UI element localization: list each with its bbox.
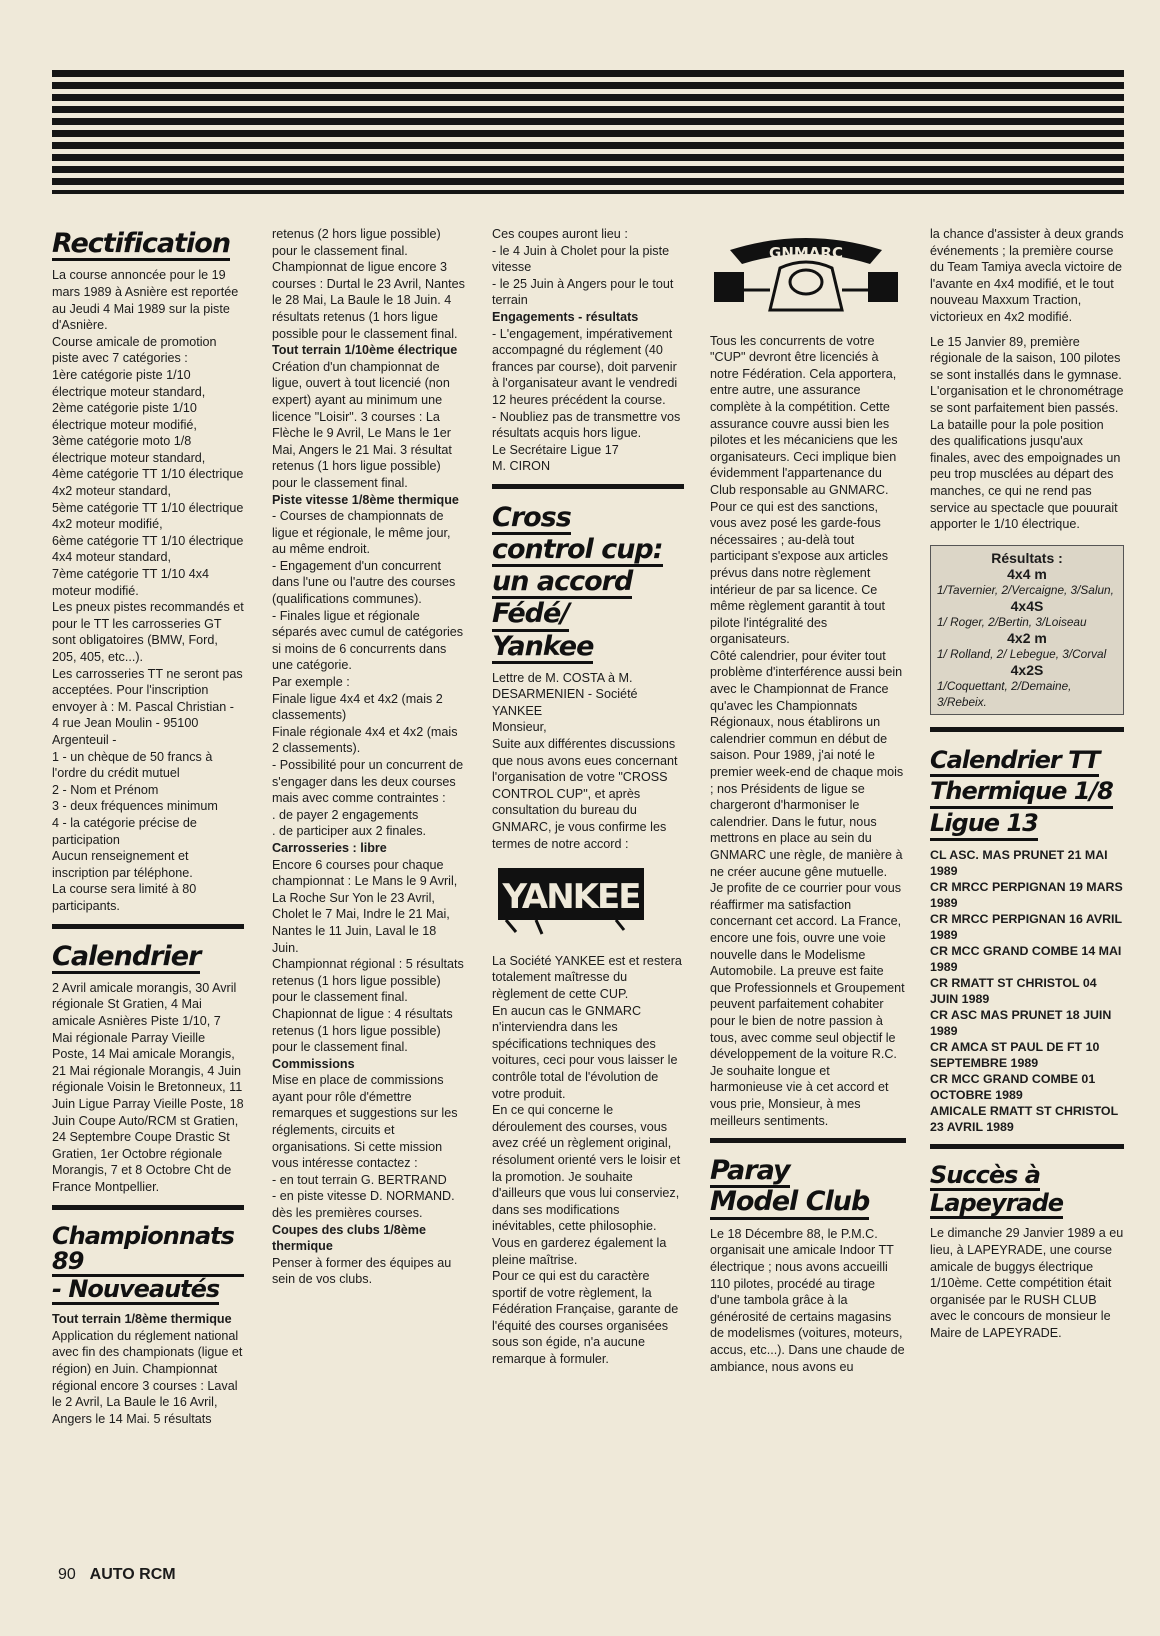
rectif-p14: 4 - la catégorie précise de participation: [52, 815, 197, 847]
rectif-p0: La course annoncée pour le 19 mars 1989 à Asnière est reportée au Jeudi 4 Mai 1989 sur la piste d'Asnière.: [52, 268, 239, 333]
yankee-logo: [496, 858, 646, 938]
subheading: Commissions: [272, 1056, 355, 1071]
text-paragraph: Côté calendrier, pour éviter tout problème d'interférence aussi bein avec le Championnat de France qu'avec les Championnats Régionaux, nous établirons un calendrier commun en début de saison. Pour 1989, j'ai noté le premier week-end de chaque mois ; nos Présidents de ligue se chargeront d'harmoniser le calendrier. Dans le futur, nous mettrons en place au sein du GNMARC une règle, de manière à ne créer aucune gêne mutuelle.: [710, 648, 904, 879]
svg-text:GNMARC: GNMARC: [769, 244, 843, 262]
ligue13-calendar-list: [930, 847, 1124, 1135]
text-paragraph: Je profite de ce courrier pour vous réaffirmer ma satisfaction concernant cet accord. La France, encore une fois, ouvre une voie nouvelle dans le Modelisme Automobile. La preuve est faite que Professionnels et Groupement peuvent parfaitement cohabiter pour le bien de notre passion à tous, avec comme seul objectif le développement de la voiture R.C.: [710, 881, 905, 1062]
calendrier-heading: Calendrier: [52, 943, 244, 974]
subheading: Engagements - résultats: [492, 309, 639, 324]
rectification-heading: Rectification: [52, 230, 244, 261]
rectif-p10: Les carrosseries TT ne seront pas acceptées. Pour l'inscription envoyer à : M. Pascal Christian - 4 rue Jean Moulin - 95100 Argenteuil -: [52, 666, 243, 747]
text-paragraph: - en tout terrain G. BERTRAND: [272, 1172, 447, 1187]
text-paragraph: Je souhaite longue et harmonieuse vie à cet accord et vous prie, Monsieur, à mes meilleurs sentiments.: [710, 1063, 889, 1128]
column-5: [930, 226, 1124, 1342]
results-line: 1/ Roger, 2/Bertin, 3/Loiseau: [937, 614, 1087, 629]
text-paragraph: La Société YANKEE est et restera totalement maîtresse du règlement de cette CUP.: [492, 953, 682, 1001]
cross-control-heading: Cross control cup: un accord Fédé/ Yankee: [492, 503, 684, 664]
text-paragraph: la chance d'assister à deux grands événements ; la première course du Team Tamiya avecla victoire de l'avante en 4x4 modifié, et le tout nouveau Maxxum Traction, victorieux en 4x2 modifié.: [930, 227, 1124, 324]
results-category: 4x4S: [1010, 597, 1044, 614]
results-box: [930, 545, 1124, 715]
section-divider: [52, 1205, 244, 1210]
text-paragraph: Pour ce qui est du caractère sportif de votre règlement, la Fédération Française, garante de l'équité des courses organisées sous son égide, n'a aucune remarque à formuler.: [492, 1269, 679, 1367]
rectif-p9: Les pneux pistes recommandés et pour le TT les carrosseries GT sont obligatoires (BMW, Ford, 205, 405, etc...).: [52, 600, 244, 664]
rectif-p7: 6ème catégorie TT 1/10 électrique 4x4 moteur standard,: [52, 533, 244, 565]
results-category: 4x2 m: [1007, 629, 1047, 646]
rectif-p8: 7ème catégorie TT 1/10 4x4 moteur modifié.: [52, 567, 210, 598]
text-paragraph: Le dimanche 29 Janvier 1989 a eu lieu, à LAPEYRADE, une course amicale de buggys électrique 1/10ème. Cette compétition était organisée par le RUSH CLUB avec le concours de monsieur le Maire de LAPEYRADE.: [930, 1226, 1124, 1341]
text-paragraph: - Possibilité pour un concurrent de s'engager dans les deux courses mais avec comme contraintes :: [272, 758, 464, 806]
text-paragraph: Finale régionale 4x4 et 4x2 (mais 2 classements).: [272, 724, 458, 756]
text-paragraph: - Finales ligue et régionale séparés avec cumul de catégories si moins de 6 concurrents dans une catégorie.: [272, 608, 464, 673]
list-item: CR MRCC PERPIGNAN 19 MARS 1989: [930, 880, 1123, 911]
column-4: [710, 226, 906, 1375]
text-paragraph: Penser à former des équipes au sein de vos clubs.: [272, 1255, 452, 1287]
list-item: CR MCC GRAND COMBE 14 MAI 1989: [930, 944, 1122, 975]
rectif-p11: 1 - un chèque de 50 francs à l'ordre du crédit mutuel: [52, 749, 213, 781]
text-paragraph: dès les premières courses.: [272, 1206, 423, 1221]
text-paragraph: - Noubliez pas de transmettre vos résultats acquis hors ligue.: [492, 409, 681, 441]
text-paragraph: Ces coupes auront lieu :: [492, 227, 628, 241]
text-paragraph: Lettre de M. COSTA à M. DESARMENIEN - Société YANKEE: [492, 670, 638, 718]
text-paragraph: Le Secrétaire Ligue 17: [492, 442, 619, 457]
list-item: CR ASC MAS PRUNET 18 JUIN 1989: [930, 1008, 1112, 1039]
calendrier-tt-heading: Calendrier TT Thermique 1/8 Ligue 13: [930, 746, 1124, 841]
svg-text:YANKEE: YANKEE: [502, 877, 640, 918]
header-stripe-banner: [52, 70, 1124, 194]
results-category: 4x4 m: [1007, 565, 1047, 582]
page-number: 90: [58, 1566, 76, 1583]
column-1: [52, 226, 244, 1427]
championnats-heading: Championnats 89 - Nouveautés: [52, 1224, 244, 1306]
text-paragraph: retenus (2 hors ligue possible) pour le classement final.: [272, 227, 441, 258]
text-paragraph: Chapionnat de ligue : 4 résultats retenus (1 hors ligue possible) pour le classement final.: [272, 1006, 453, 1055]
list-item: AMICALE RMATT ST CHRISTOL 23 AVRIL 1989: [930, 1104, 1118, 1135]
text-paragraph: Le 18 Décembre 88, le P.M.C. organisait une amicale Indoor TT électrique ; nous avons accueilli 110 pilotes, procédé au tirage d'une tambola grâce à la générosité de certains magasins de modelismes (voitures, moteurs, accus, etc...). Dans une chaude de ambiance, nous avons eu: [710, 1226, 905, 1374]
rectif-p15: Aucun renseignement et inscription par téléphone.: [52, 849, 193, 880]
text-paragraph: Le 15 Janvier 89, première régionale de la saison, 100 pilotes se sont installés dans le gymnase. L'organisation et le chronométrage se sont parfaitement bien passés. La bataille pour la pole position des qualifications jusqu'aux finales, avec des empoignades un peu trop musclées au départ des manches, ce qui ne rend pas service au spectacle que pouurait apporter le 1/10 électrique.: [930, 334, 1124, 532]
text-paragraph: . de participer aux 2 finales.: [272, 824, 427, 839]
text-paragraph: Tous les concurrents de votre "CUP" devront être licenciés à notre Fédération. Cela apportera, entre autre, une assurance complète à la compétition. Cette assurance couvre aussi bien les pilotes et les mécaniciens que les organisateurs. Ceci implique bien évidemment l'appartenance du Club responsable au GNMARC.: [710, 333, 898, 497]
subheading: Carrosseries : libre: [272, 840, 387, 855]
paray-heading: Paray Model Club: [710, 1157, 906, 1220]
list-item: CR RMATT ST CHRISTOL 04 JUIN 1989: [930, 976, 1097, 1007]
section-divider: [710, 1138, 906, 1143]
rectif-p5: 4ème catégorie TT 1/10 électrique 4x2 moteur standard,: [52, 467, 244, 499]
text-paragraph: - Courses de championnats de ligue et régionale, le même jour, au même endroit.: [272, 509, 451, 557]
text-paragraph: Finale ligue 4x4 et 4x2 (mais 2 classements): [272, 691, 443, 723]
text-paragraph: - en piste vitesse D. NORMAND.: [272, 1189, 455, 1204]
text-paragraph: Création d'un championnat de ligue, ouvert à tout licencié (non expert) ayant au minimum une licence "Loisir". 3 courses : La Flèche le 9 Avril, Le Mans le 1er Mai, Angers le 21 Mai. 3 résultat retenus (1 hors ligue possible) pour le classement final.: [272, 359, 452, 490]
text-paragraph: - L'engagement, impérativement accompagné du réglement (40 frances par course), doit parvenir à l'organisateur avant le vendredi 12 heures précédent la course.: [492, 326, 678, 407]
text-paragraph: - le 25 Juin à Angers pour le tout terrain: [492, 276, 674, 308]
text-paragraph: - le 4 Juin à Cholet pour la piste vitesse: [492, 243, 670, 275]
rectif-p13: 3 - deux fréquences minimum: [52, 799, 218, 814]
succes-heading: Succès à Lapeyrade: [930, 1163, 1124, 1219]
rectif-p4: 3ème catégorie moto 1/8 électrique moteur standard,: [52, 434, 206, 465]
section-divider: [930, 727, 1124, 732]
column-2: [272, 226, 466, 1288]
text-paragraph: Pour ce qui est des sanctions, vous avez posé les garde-fous nécessaires ; au-delà tout participant s'expose aux articles prévus dans notre règlement intérieur de par sa licence. Ce même règlement garantit à tout pilote l'intégralité des organisateurs.: [710, 499, 889, 647]
text-paragraph: M. CIRON: [492, 459, 551, 474]
section-divider: [930, 1144, 1124, 1149]
text-paragraph: - Engagement d'un concurrent dans l'une ou l'autre des courses (qualifications communes).: [272, 558, 456, 607]
text-paragraph: Championnat régional : 5 résultats retenus (1 hors ligue possible) pour le classement final.: [272, 957, 464, 1005]
column-3: [492, 226, 684, 1368]
rectif-p16: La course sera limité à 80 participants.: [52, 882, 197, 913]
magazine-name: AUTO RCM: [89, 1566, 176, 1583]
text-paragraph: Par exemple :: [272, 675, 350, 690]
text-paragraph: Suite aux différentes discussions que nous avons eues concernant l'organisation de votre "CROSS CONTROL CUP", et après consultation du bureau du GNMARC, je vous confirme les termes de notre accord :: [492, 737, 678, 851]
championnats-body: Application du réglement national avec fin des championats (ligue et région) en Juin. Championnat régional encore 3 courses : Laval le 2 Avril, La Baule le 16 Avril, Angers le 14 Mai. 5 résultats: [52, 1328, 243, 1426]
results-category: 4x2S: [1010, 661, 1044, 678]
gnmarc-logo: [710, 230, 902, 316]
rectif-p2: 1ère catégorie piste 1/10 électrique moteur standard,: [52, 367, 206, 399]
championnats-subheading: Tout terrain 1/8ème thermique: [52, 1312, 232, 1327]
results-line: 1/Tavernier, 2/Vercaigne, 3/Salun,: [937, 582, 1114, 597]
list-item: CR MRCC PERPIGNAN 16 AVRIL 1989: [930, 912, 1122, 943]
list-item: CR AMCA ST PAUL DE FT 10 SEPTEMBRE 1989: [930, 1040, 1100, 1071]
calendrier-body: 2 Avril amicale morangis, 30 Avril régionale St Gratien, 4 Mai amicale Asnières Piste 1/10, 7 Mai régionale Parray Vieille Poste, 14 Mai amicale Morangis, 21 Mai régionale Morangis, 4 Juin régionale Voisin le Bretonneux, 11 Juin Ligue Parray Vieille Poste, 18 Juin Coupe Auto/RCM st Gratien, 24 Septembre Coupe Drastic St Gratien, 1er Octobre régionale Morangis, 7 et 8 Octobre Cht de France Montpellier.: [52, 980, 244, 1194]
text-paragraph: Monsieur,: [492, 720, 547, 735]
subheading: Tout terrain 1/10ème électrique: [272, 343, 458, 358]
results-line: 1/Coquettant, 2/Demaine, 3/Rebeix.: [937, 678, 1072, 709]
results-title: Résultats :: [991, 549, 1063, 566]
section-divider: [52, 924, 244, 929]
subheading: Coupes des clubs 1/8ème thermique: [272, 1222, 426, 1254]
list-item: CL ASC. MAS PRUNET 21 MAI 1989: [930, 848, 1108, 879]
rectif-p12: 2 - Nom et Prénom: [52, 782, 159, 797]
rectif-p3: 2ème catégorie piste 1/10 électrique moteur modifié,: [52, 401, 197, 432]
text-paragraph: Mise en place de commissions ayant pour rôle d'émettre remarques et suggestions sur les réglements, circuits et organisations. Si cette mission vous intéresse contactez :: [272, 1073, 458, 1171]
results-line: 1/ Rolland, 2/ Lebegue, 3/Corval: [937, 646, 1107, 661]
text-paragraph: . de payer 2 engagements: [272, 807, 419, 822]
text-paragraph: Championnat de ligue encore 3 courses : Durtal le 23 Avril, Nantes le 28 Mai, La Baule le 18 Juin. 4 résultats retenus (1 hors ligue possible pour le classement final.: [272, 260, 465, 341]
page-footer: [58, 1566, 176, 1584]
text-paragraph: Encore 6 courses pour chaque championnat : Le Mans le 9 Avril, La Roche Sur Yon le 23 Avril, Cholet le 7 Mai, Indre le 21 Mai, Nantes le 11 Juin, Laval le 18 Juin.: [272, 857, 458, 955]
list-item: CR MCC GRAND COMBE 01 OCTOBRE 1989: [930, 1072, 1096, 1103]
subheading: Piste vitesse 1/8ème thermique: [272, 492, 459, 507]
rectif-p1: Course amicale de promotion piste avec 7 catégories :: [52, 334, 217, 366]
text-paragraph: En aucun cas le GNMARC n'interviendra dans les spécifications techniques des voitures, ceci pour vous laisser le contrôle total de l'évolution de votre produit.: [492, 1003, 678, 1101]
text-paragraph: En ce qui concerne le déroulement des courses, vous avez créé un règlement original, résolument orienté vers le loisir et la promotion. Je souhaite d'ailleurs que vous lui conserviez, dans ses modifications inévitables, cette philosophie. Vous en garderez également la pleine maîtrise.: [492, 1103, 681, 1267]
rectif-p6: 5ème catégorie TT 1/10 électrique 4x2 moteur modifié,: [52, 500, 244, 532]
section-divider: [492, 484, 684, 489]
